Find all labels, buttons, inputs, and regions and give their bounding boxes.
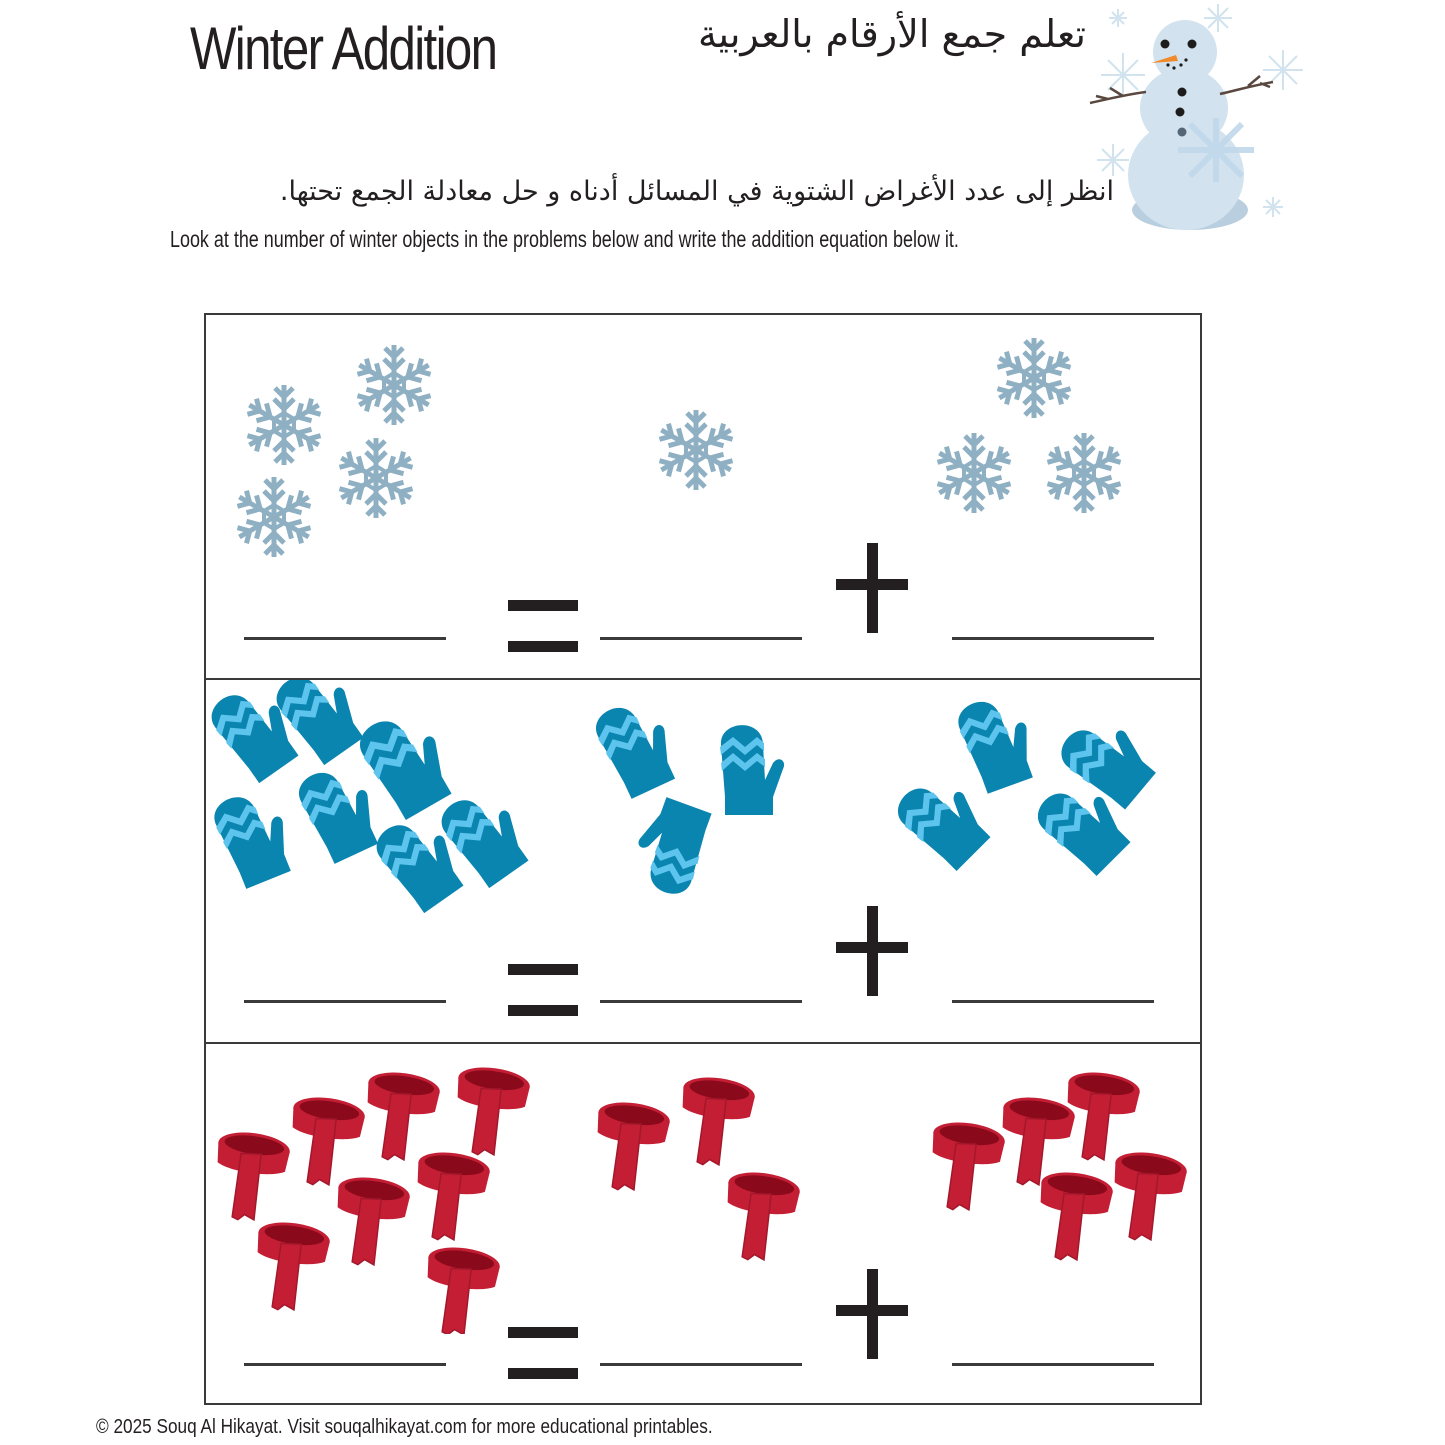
total-group-mitten-icons	[206, 680, 536, 940]
copyright-footer: © 2025 Souq Al Hikayat. Visit souqalhikayat.com for more educational printables.	[96, 1416, 713, 1438]
page-title-english: Winter Addition	[190, 15, 497, 82]
plus-sign	[836, 1269, 908, 1359]
instruction-arabic: انظر إلى عدد الأغراض الشتوية في المسائل أدناه و حل معادلة الجمع تحتها.	[279, 176, 1114, 207]
equals-sign	[508, 600, 578, 652]
addend-b-mitten-icons	[896, 695, 1196, 905]
total-group-scarf-icons	[206, 1044, 536, 1334]
answer-blank-addend-b[interactable]	[952, 1000, 1154, 1003]
instruction-english: Look at the number of winter objects in the problems below and write the addition equation below it.	[170, 226, 959, 252]
plus-sign	[836, 543, 908, 633]
answer-blank-total[interactable]	[244, 637, 446, 640]
addend-a-mitten-icons	[591, 705, 801, 915]
total-group-snowflake-icons	[226, 340, 446, 570]
addend-b-scarf-icons	[926, 1069, 1196, 1269]
problem-row-scarves	[206, 1042, 1200, 1406]
plus-sign	[836, 906, 908, 996]
addend-a-scarf-icons	[586, 1064, 816, 1284]
snowman-icon	[1078, 0, 1318, 240]
equals-sign	[508, 964, 578, 1016]
answer-blank-total[interactable]	[244, 1363, 446, 1366]
addend-b-snowflake-icons	[926, 330, 1136, 530]
answer-blank-addend-a[interactable]	[600, 637, 802, 640]
answer-blank-addend-a[interactable]	[600, 1000, 802, 1003]
answer-blank-addend-b[interactable]	[952, 1363, 1154, 1366]
problem-row-snowflakes	[206, 315, 1200, 679]
problem-row-mittens	[206, 678, 1200, 1042]
page-title-arabic: تعلم جمع الأرقام بالعربية	[698, 12, 1086, 56]
equals-sign	[508, 1327, 578, 1379]
worksheet-box	[204, 313, 1202, 1405]
addend-a-snowflake-icons	[646, 400, 746, 500]
answer-blank-addend-a[interactable]	[600, 1363, 802, 1366]
answer-blank-addend-b[interactable]	[952, 637, 1154, 640]
answer-blank-total[interactable]	[244, 1000, 446, 1003]
